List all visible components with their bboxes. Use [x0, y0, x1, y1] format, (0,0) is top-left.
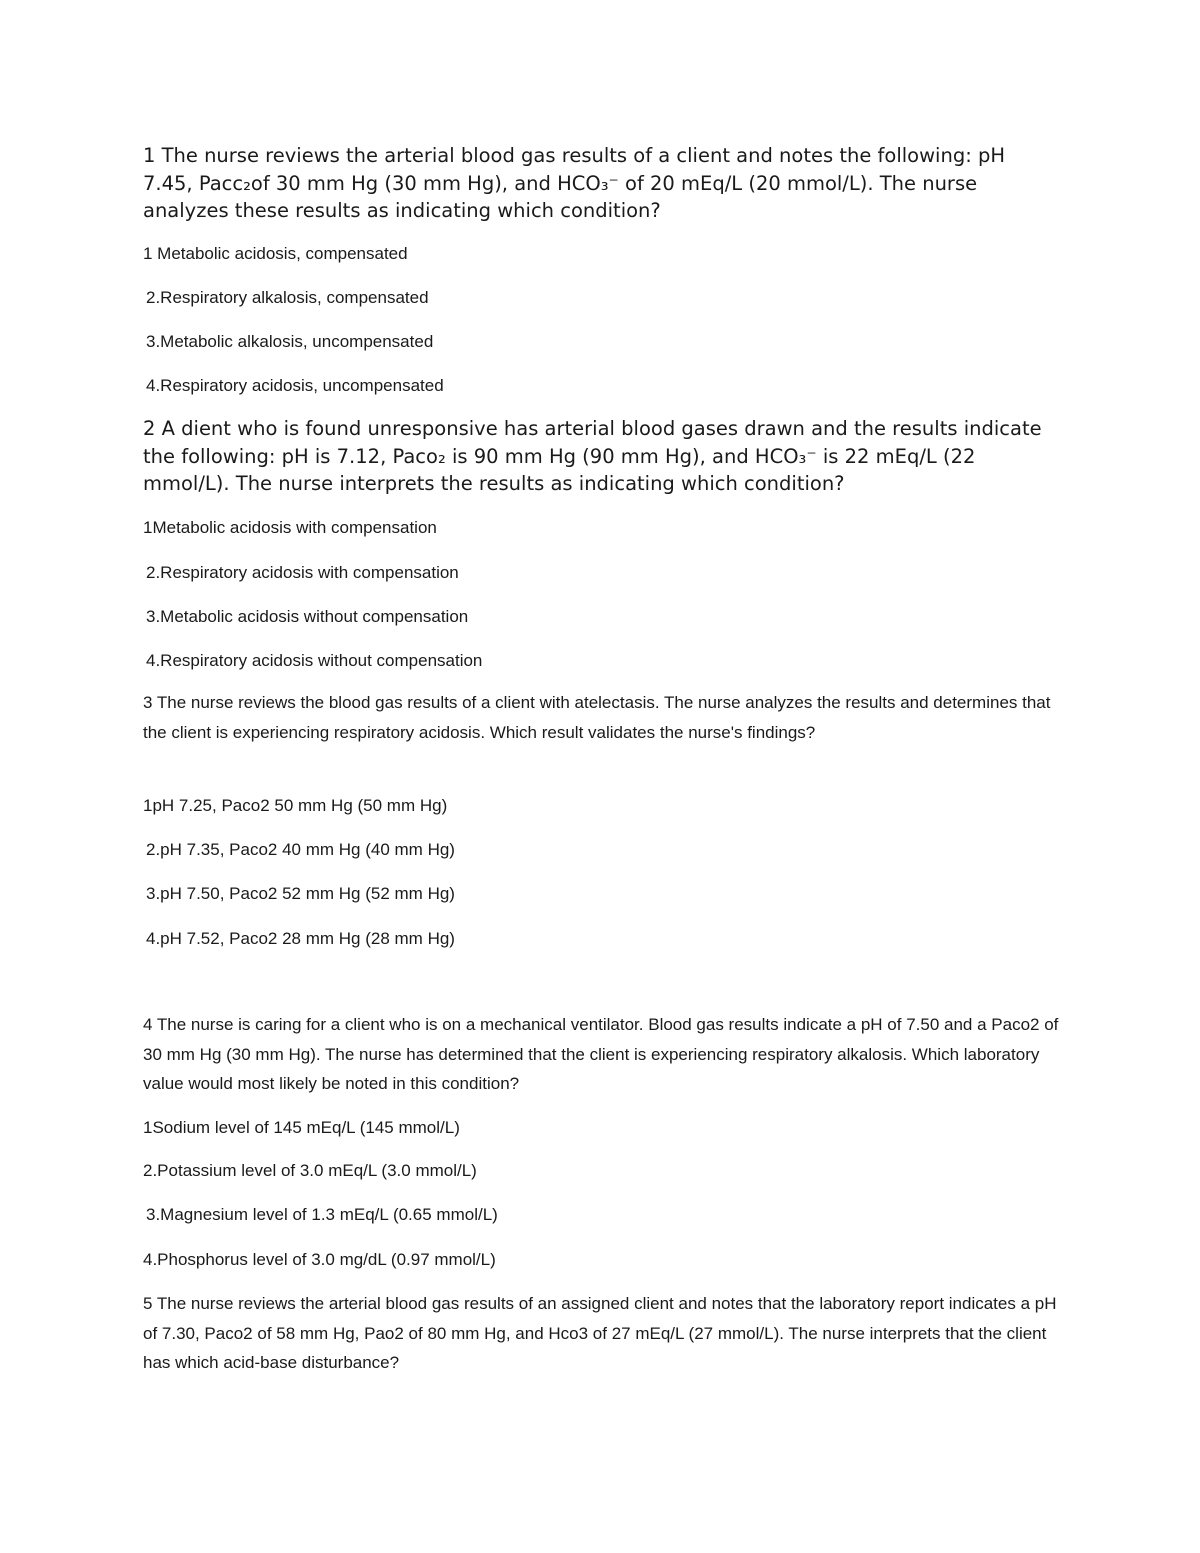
question-2-option-2: 2.Respiratory acidosis with compensation [146, 563, 459, 582]
question-4-text: 4 The nurse is caring for a client who is on a mechanical ventilator. Blood gas results indicate a pH of 7.50 and a Paco2 of 30 mm Hg (30 mm Hg). The nurse has determined that the client is experiencing respiratory alkalosis. Which laboratory value would most likely be noted in this condition? [143, 1015, 1059, 1093]
question-3-option-4: 4.pH 7.52, Paco2 28 mm Hg (28 mm Hg) [146, 929, 455, 948]
question-4-option-2: 2.Potassium level of 3.0 mEq/L (3.0 mmol/L) [143, 1161, 477, 1180]
question-2-option-1: 1Metabolic acidosis with compensation [143, 518, 437, 537]
question-1-text: 1 The nurse reviews the arterial blood gas results of a client and notes the following: pH 7.45, Pacc₂of 30 mm Hg (30 mm Hg), and HCO₃⁻ of 20 mEq/L (20 mmol/L). The nurse analyzes these results as indicating which condition? [143, 144, 1006, 222]
question-1-option-2: 2.Respiratory alkalosis, compensated [146, 288, 429, 307]
question-1-option-1: 1 Metabolic acidosis, compensated [143, 244, 408, 263]
question-1-option-4: 4.Respiratory acidosis, uncompensated [146, 376, 444, 395]
question-5-text: 5 The nurse reviews the arterial blood gas results of an assigned client and notes that the laboratory report indicates a pH of 7.30, Paco2 of 58 mm Hg, Pao2 of 80 mm Hg, and Hco3 of 27 mEq/L (27 mmol/L). The nurse interprets that the client has which acid-base disturbance? [143, 1294, 1057, 1372]
question-3-text: 3 The nurse reviews the blood gas results of a client with atelectasis. The nurse analyzes the results and determines that the client is experiencing respiratory acidosis. Which result validates the nurse's findings? [143, 693, 1051, 742]
question-3-option-2: 2.pH 7.35, Paco2 40 mm Hg (40 mm Hg) [146, 840, 455, 859]
question-1-option-3: 3.Metabolic alkalosis, uncompensated [146, 332, 434, 351]
question-2-option-3: 3.Metabolic acidosis without compensation [146, 607, 469, 626]
question-3-option-3: 3.pH 7.50, Paco2 52 mm Hg (52 mm Hg) [146, 884, 455, 903]
question-4-option-1: 1Sodium level of 145 mEq/L (145 mmol/L) [143, 1118, 460, 1137]
question-4-option-4: 4.Phosphorus level of 3.0 mg/dL (0.97 mmol/L) [143, 1250, 496, 1269]
question-3-option-1: 1pH 7.25, Paco2 50 mm Hg (50 mm Hg) [143, 796, 448, 815]
question-2-option-4: 4.Respiratory acidosis without compensation [146, 651, 483, 670]
question-4-option-3: 3.Magnesium level of 1.3 mEq/L (0.65 mmol/L) [146, 1205, 498, 1224]
question-2-text: 2 A dient who is found unresponsive has arterial blood gases drawn and the results indicate the following: pH is 7.12, Paco₂ is 90 mm Hg (90 mm Hg), and HCO₃⁻ is 22 mEq/L (22 mmol/L). The nurse interprets the results as indicating which condition? [143, 417, 1042, 495]
